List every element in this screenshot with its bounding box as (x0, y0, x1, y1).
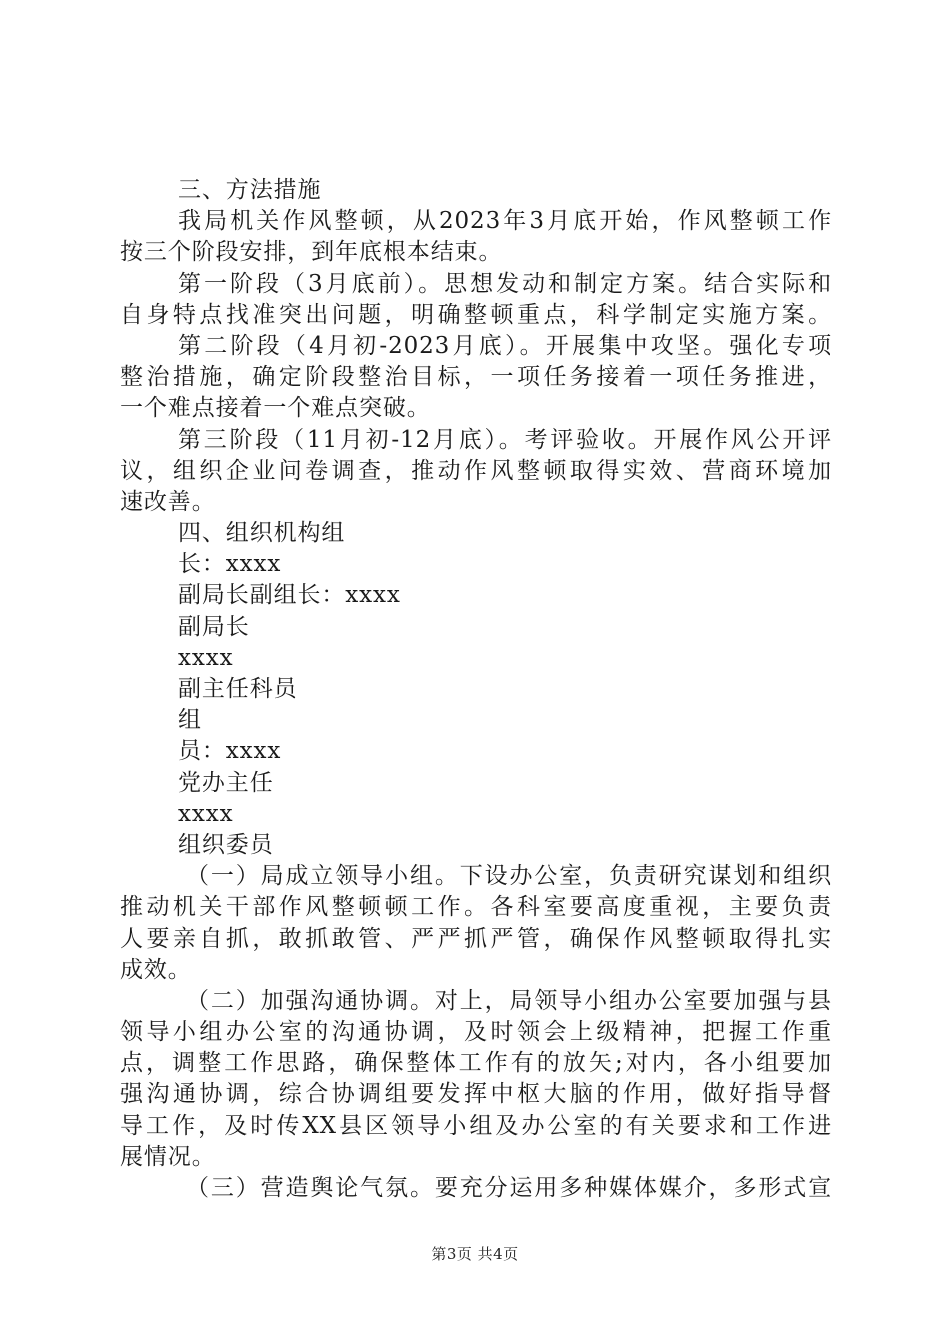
org-line: xxxx (178, 800, 234, 827)
org-line: 党办主任 (178, 769, 274, 796)
section-heading-methods: 三、方法措施 (178, 177, 322, 203)
org-line: 副局长 (178, 613, 250, 640)
paragraph-line: （二）加强沟通协调。对上，局领导小组办公室要加强与县 (186, 987, 832, 1014)
paragraph-line: 整治措施，确定阶段整治目标，一项任务接着一项任务推进， (120, 364, 832, 391)
org-line: xxxx (178, 644, 234, 671)
paragraph-line: 自身特点找准突出问题，明确整顿重点，科学制定实施方案。 (120, 301, 832, 328)
paragraph-line: 第一阶段（3月底前）。思想发动和制定方案。结合实际和 (178, 270, 832, 297)
paragraph-line: 第三阶段（11月初-12月底）。考评验收。开展作风公开评 (178, 426, 832, 453)
paragraph-line: 成效。 (120, 956, 192, 983)
paragraph-line: 按三个阶段安排，到年底根本结束。 (120, 239, 503, 266)
paragraph-line: 一个难点接着一个难点突破。 (120, 395, 431, 422)
paragraph-line: 第二阶段（4月初-2023月底）。开展集中攻坚。强化专项 (178, 332, 832, 359)
section-heading-organization: 四、组织机构组 (178, 520, 346, 547)
paragraph-line: （一）局成立领导小组。下设办公室，负责研究谋划和组织 (186, 863, 832, 890)
paragraph-line: 领导小组办公室的沟通协调，及时领会上级精神，把握工作重 (120, 1019, 832, 1046)
org-line: 组织委员 (178, 831, 274, 858)
paragraph-line: 展情况。 (120, 1143, 216, 1170)
paragraph-line: 我局机关作风整顿，从2023年3月底开始，作风整顿工作 (178, 208, 832, 235)
org-line: 长：xxxx (178, 551, 282, 578)
paragraph-line: 导工作，及时传XX县区领导小组及办公室的有关要求和工作进 (120, 1112, 832, 1139)
paragraph-line: 速改善。 (120, 488, 216, 515)
paragraph-line: （三）营造舆论气氛。要充分运用多种媒体媒介，多形式宣 (186, 1175, 832, 1201)
org-line: 副局长副组长：xxxx (178, 582, 401, 609)
paragraph-line: 人要亲自抓，敢抓敢管、严严抓严管，确保作风整顿取得扎实 (120, 925, 832, 952)
paragraph-line: 议，组织企业问卷调查，推动作风整顿取得实效、营商环境加 (120, 457, 832, 484)
page-number-footer: 第3页 共4页 (431, 1245, 519, 1263)
paragraph-line: 强沟通协调，综合协调组要发挥中枢大脑的作用，做好指导督 (120, 1081, 832, 1108)
document-body (120, 175, 832, 1204)
paragraph-line: 推动机关干部作风整顿顿工作。各科室要高度重视，主要负责 (120, 894, 832, 921)
org-line: 组 (178, 707, 202, 734)
org-line: 员：xxxx (178, 738, 282, 765)
org-line: 副主任科员 (178, 676, 298, 702)
paragraph-line: 点，调整工作思路，确保整体工作有的放矢;对内，各小组要加 (120, 1050, 832, 1077)
